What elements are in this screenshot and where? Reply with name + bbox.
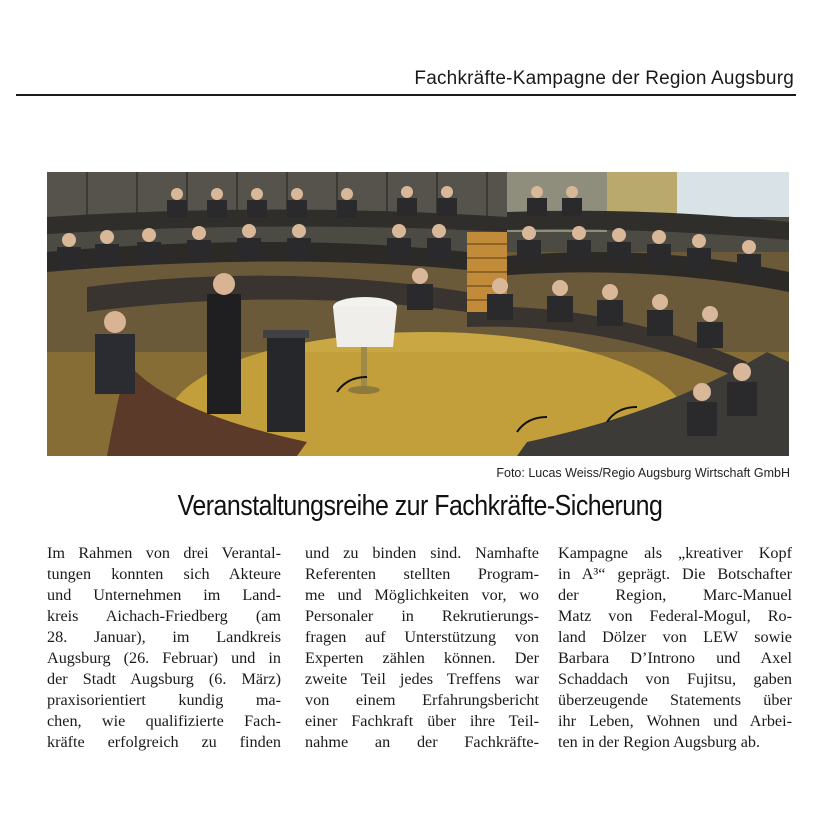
text-line: kräfte erfolgreich zu finden	[47, 733, 281, 751]
text-line: kreis Aichach-Friedberg (am	[47, 607, 281, 625]
council-chamber-photo	[47, 172, 789, 456]
event-photo	[47, 172, 789, 456]
text-line: überzeugende Statements über	[558, 691, 792, 709]
article-column-2	[305, 543, 539, 753]
text-line: Personaler in Rekrutierungs-	[305, 607, 539, 625]
article-column-1	[47, 543, 281, 753]
text-line: Experten zählen können. Der	[305, 649, 539, 667]
text-line: nahme an der Fachkräfte-	[305, 733, 539, 751]
text-line: praxisorientiert kundig ma-	[47, 691, 281, 709]
article-headline: Veranstaltungsreihe zur Fachkräfte-Sicherung	[177, 490, 663, 522]
text-line: der Stadt Augsburg (6. März)	[47, 670, 281, 688]
photo-credit: Foto: Lucas Weiss/Regio Augsburg Wirtschaft GmbH	[496, 466, 790, 480]
text-line: einer Fachkraft über ihre Teil-	[305, 712, 539, 730]
text-line: Matz von Federal-Mogul, Ro-	[558, 607, 792, 625]
text-line: me und Möglichkeiten vor, wo	[305, 586, 539, 604]
article-column-3	[558, 543, 792, 753]
text-line: zweite Teil jedes Treffens war	[305, 670, 539, 688]
text-line: und Unternehmen im Land-	[47, 586, 281, 604]
text-line: Im Rahmen von drei Verantal-	[47, 544, 281, 562]
text-line: Schaddach von Fujitsu, gaben	[558, 670, 792, 688]
section-header	[16, 62, 796, 96]
text-line: land Dölzer von LEW sowie	[558, 628, 792, 646]
text-line: Referenten stellten Program-	[305, 565, 539, 583]
text-line: fragen auf Unterstützung von	[305, 628, 539, 646]
text-line: in A³“ geprägt. Die Botschafter	[558, 565, 792, 583]
section-title: Fachkräfte-Kampagne der Region Augsburg	[414, 68, 794, 89]
text-line: von einem Erfahrungsbericht	[305, 691, 539, 709]
text-line: Barbara D’Introno und Axel	[558, 649, 792, 667]
text-line: tungen konnten sich Akteure	[47, 565, 281, 583]
text-line: ten in der Region Augsburg ab.	[558, 733, 761, 751]
text-line: der Region, Marc-Manuel	[558, 586, 792, 604]
text-line: und zu binden sind. Namhafte	[305, 544, 539, 562]
text-line: chen, wie qualifizierte Fach-	[47, 712, 281, 730]
text-line: 28. Januar), im Landkreis	[47, 628, 281, 646]
text-line: Augsburg (26. Februar) und in	[47, 649, 281, 667]
text-line: Kampagne als „kreativer Kopf	[558, 544, 792, 562]
text-line: ihr Leben, Wohnen und Arbei-	[558, 712, 792, 730]
